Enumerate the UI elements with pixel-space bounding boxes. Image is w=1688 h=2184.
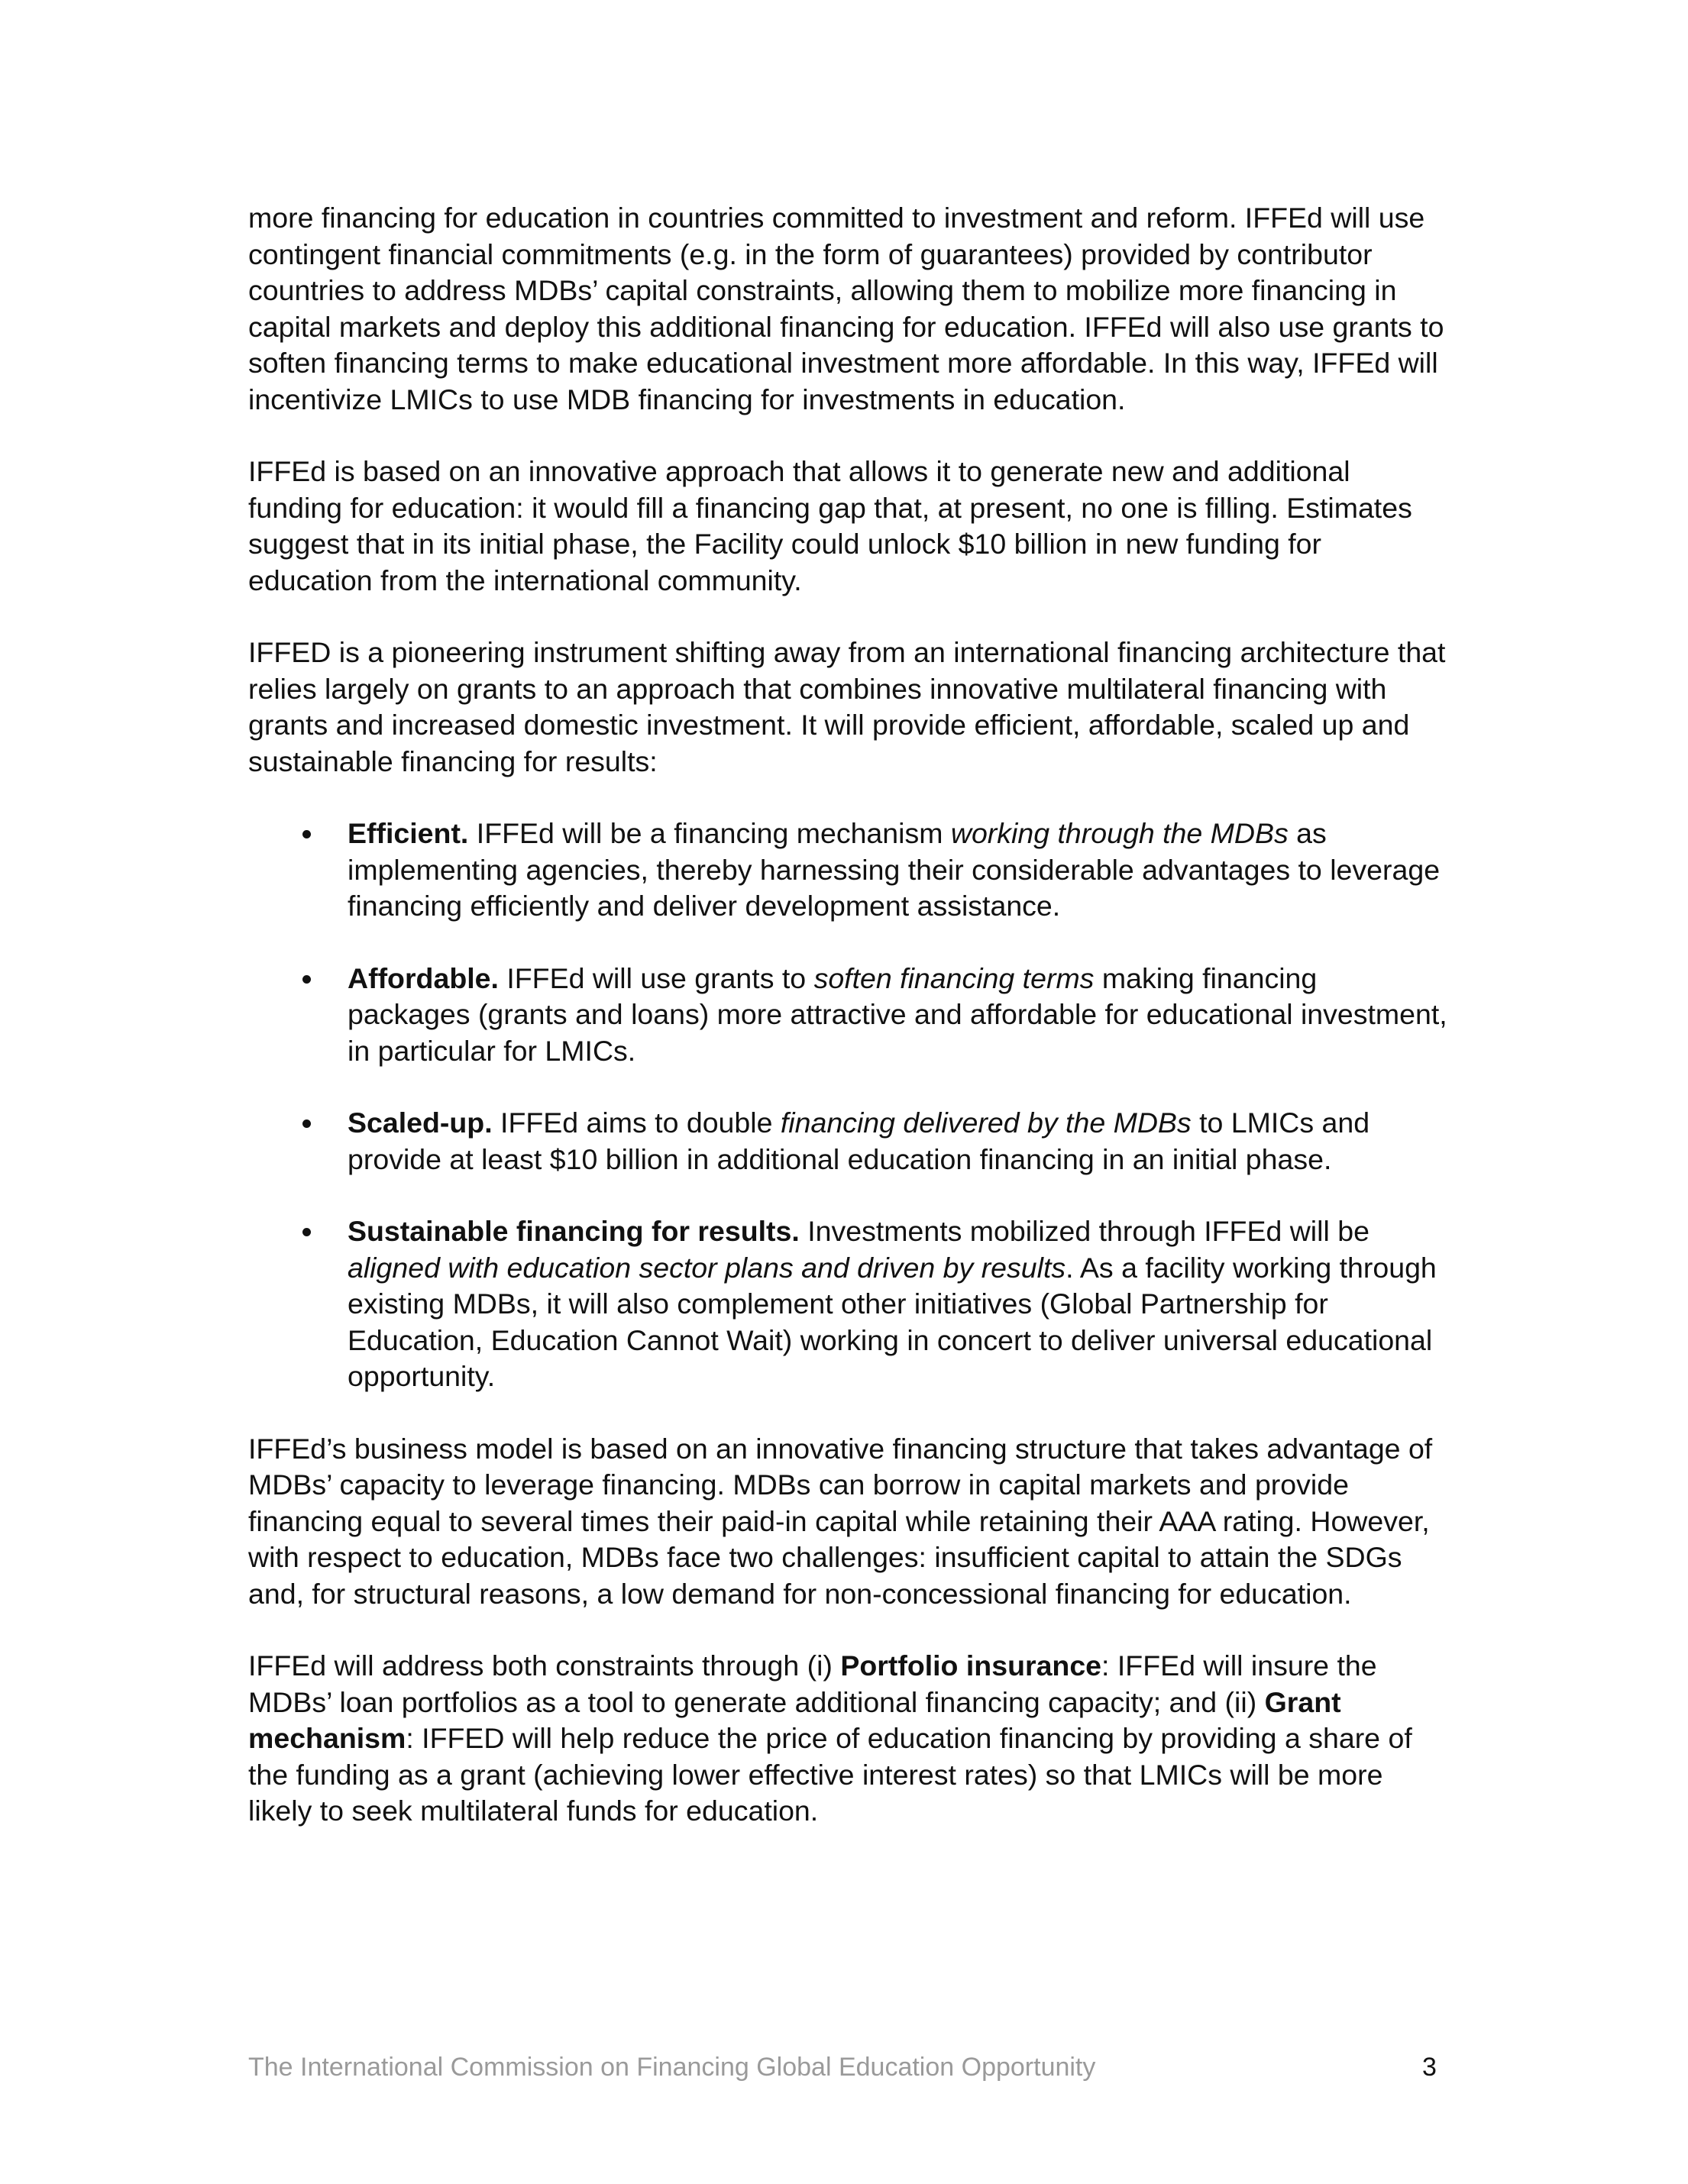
italic-text: financing delivered by the MDBs [780, 1107, 1192, 1139]
text-run: more financing for education in countries committed to investment and reform. IFFEd will use contingent financial commitments (e.g. in the form of guarantees) provided by contributor countries to address MDBs’ capital constraints, allowing them to mobilize more financing in capital markets and deploy this additional financing for education. IFFEd will also use grants to soften financing terms to make educational investment more affordable. In this way, IFFEd will incentivize LMICs to use MDB financing for investments in education. [248, 202, 1444, 415]
paragraph [248, 1648, 1447, 1830]
text-run: IFFEd is based on an innovative approach that allows it to generate new and additional funding for education: it would fill a financing gap that, at present, no one is filling. Estimates suggest that in its initial phase, the Facility could unlock $10 billion in new funding for education from the international community. [248, 455, 1412, 596]
text-run: : IFFED will help reduce the price of education financing by providing a share of the funding as a grant (achieving lower effective interest rates) so that LMICs will be more likely to seek multilateral funds for education. [248, 1722, 1412, 1827]
bullet-icon [302, 1228, 311, 1236]
paragraph [248, 1431, 1447, 1613]
bullet-icon [302, 1119, 311, 1128]
paragraph [248, 454, 1447, 599]
page-number: 3 [1422, 2053, 1437, 2082]
italic-text: aligned with education sector plans and driven by results [348, 1251, 1066, 1284]
bullet-item [248, 961, 1447, 1070]
bold-text: Scaled-up. [348, 1107, 493, 1139]
bold-text: Grant mechanism [248, 1685, 1341, 1754]
text-run: as implementing agencies, thereby harnessing their considerable advantages to leverage financing efficiently and deliver development assistance. [348, 817, 1441, 922]
bold-text: Portfolio insurance [840, 1649, 1102, 1682]
text-run: IFFEd will address both constraints through (i) [248, 1649, 841, 1682]
paragraph [248, 635, 1447, 780]
text-run: . As a facility working through existing MDBs, it will also complement other initiatives (Global Partnership for Education, Education Cannot Wait) working in concert to deliver universal educational opportunity. [348, 1251, 1437, 1392]
paragraph [248, 200, 1447, 418]
text-run: IFFED is a pioneering instrument shifting away from an international financing architecture that relies largely on grants to an approach that combines innovative multilateral financing with grants and increased domestic investment. It will provide efficient, affordable, scaled up and sustainable financing for results: [248, 636, 1446, 777]
text-run: making financing packages (grants and loans) more attractive and affordable for educational investment, in particular for LMICs. [348, 961, 1447, 1067]
bold-text: Sustainable financing for results. [348, 1215, 800, 1247]
bullet-item [248, 816, 1447, 925]
italic-text: soften financing terms [813, 961, 1095, 994]
bold-text: Efficient. [348, 817, 469, 849]
text-run: Investments mobilized through IFFEd will be [799, 1215, 1369, 1247]
footer-text: The International Commission on Financing Global Education Opportunity [248, 2053, 1096, 2082]
bullet-item [248, 1105, 1447, 1178]
text-run: to LMICs and provide at least $10 billion in additional education financing in an initial phase. [348, 1107, 1370, 1175]
text-run: IFFEd will be a financing mechanism [468, 817, 951, 849]
document-body [248, 200, 1447, 1866]
bullet-item [248, 1213, 1447, 1395]
text-run: IFFEd will use grants to [498, 961, 814, 994]
bold-text: Affordable. [348, 961, 499, 994]
bullet-icon [302, 830, 311, 838]
italic-text: working through the MDBs [950, 817, 1289, 849]
paragraphs-after [248, 1431, 1447, 1830]
bullet-list [248, 816, 1447, 1395]
paragraphs-before [248, 200, 1447, 780]
text-run: IFFEd’s business model is based on an innovative financing structure that takes advantage of MDBs’ capacity to leverage financing. MDBs can borrow in capital markets and provide financing equal to several times their paid-in capital while retaining their AAA rating. However, with respect to education, MDBs face two challenges: insufficient capital to attain the SDGs and, for structural reasons, a low demand for non-concessional financing for education. [248, 1432, 1433, 1610]
bullet-icon [302, 975, 311, 984]
text-run: IFFEd aims to double [492, 1107, 781, 1139]
text-run: : IFFEd will insure the MDBs’ loan portfolios as a tool to generate additional financing capacity; and (ii) [248, 1649, 1377, 1718]
